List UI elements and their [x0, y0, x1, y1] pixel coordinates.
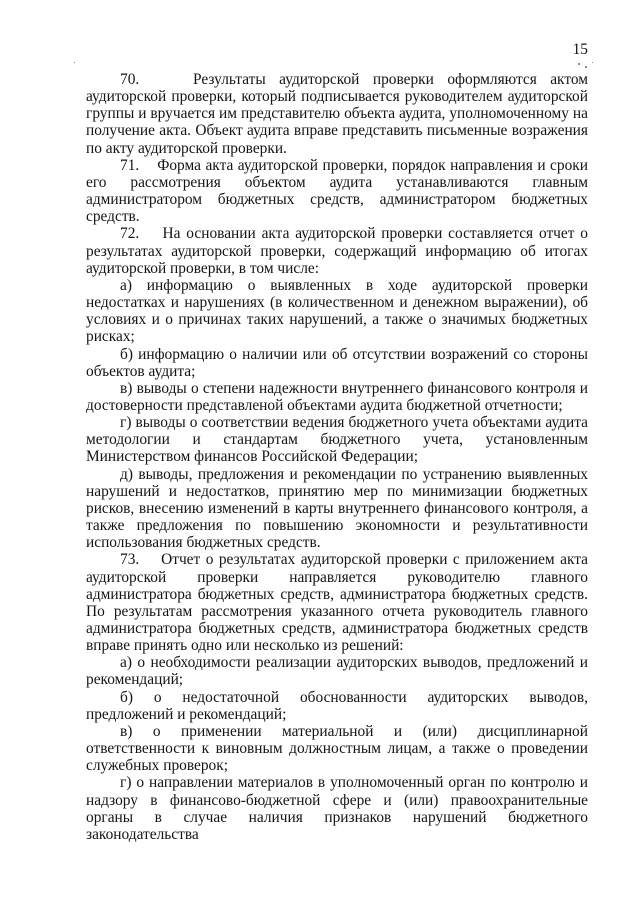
- subitem-73-b: б) о недостаточной обоснованности аудиторских выводов, предложений и рекомендаций;: [86, 688, 588, 723]
- subitem-72-a: а) информацию о выявленных в ходе аудиторской проверки недостатках и нарушениях (в количественном и денежном выражении), об условиях и о причинах таких нарушений, а также о значимых бюджетных рисках;: [86, 276, 588, 346]
- paragraph-73: 73. Отчет о результатах аудиторской проверки с приложением акта аудиторской проверки направляется руководителю главного администратора бюджетных средств, администратора бюджетных средств. По результатам рассмотрения указанного отчета руководитель главного администратора бюджетных средств, администратора бюджетных средств вправе принять одно или несколько из решений:: [86, 551, 588, 655]
- subitem-73-a: а) о необходимости реализации аудиторских выводов, предложений и рекомендаций;: [86, 654, 588, 689]
- subitem-72-d: д) выводы, предложения и рекомендации по устранению выявленных нарушений и недостатков, принятию мер по минимизации бюджетных рисков, внесению изменений в карты внутреннего финансового контроля, а также предложения по повышению экономности и результативности использования бюджетных средств.: [86, 465, 588, 552]
- scan-speck: [592, 62, 593, 63]
- subitem-73-v: в) о применении материальной и (или) дисциплинарной ответственности к виновным должностным лицам, а также о проведении служебных проверок;: [86, 722, 588, 775]
- subitem-73-g: г) о направлении материалов в уполномоченный орган по контролю и надзору в финансово-бюджетной сфере и (или) правоохранительные органы в случае наличия признаков нарушений бюджетного законодательства: [86, 774, 588, 843]
- paragraph-72: 72. На основании акта аудиторской проверки составляется отчет о результатах аудиторской проверки, содержащий информацию об итогах аудиторской проверки, в том числе:: [86, 225, 588, 277]
- scan-speck: [74, 62, 75, 63]
- paragraph-71: 71. Форма акта аудиторской проверки, порядок направления и сроки его рассмотрения объектом аудита устанавливаются главным администратором бюджетных средств, администратором бюджетных средств.: [86, 156, 588, 226]
- subitem-72-v: в) выводы о степени надежности внутреннего финансового контроля и достоверности представленой объектами аудита бюджетной отчетности;: [86, 379, 588, 414]
- document-body: [86, 71, 588, 843]
- scan-speck: [585, 66, 587, 68]
- subitem-72-g: г) выводы о соответствии ведения бюджетного учета объектами аудита методологии и стандартам бюджетного учета, установленным Министерством финансов Российской Федерации;: [86, 414, 588, 466]
- page-number: 15: [572, 41, 588, 58]
- paragraph-70: 70. Результаты аудиторской проверки оформляются актом аудиторской проверки, который подписывается руководителем аудиторской группы и вручается им представителю объекта аудита, уполномоченному на получение акта. Объект аудита вправе представить письменные возражения по акту аудиторской проверки.: [86, 71, 588, 157]
- scan-speck: [578, 63, 580, 65]
- subitem-72-b: б) информацию о наличии или об отсутствии возражений со стороны объектов аудита;: [86, 345, 588, 380]
